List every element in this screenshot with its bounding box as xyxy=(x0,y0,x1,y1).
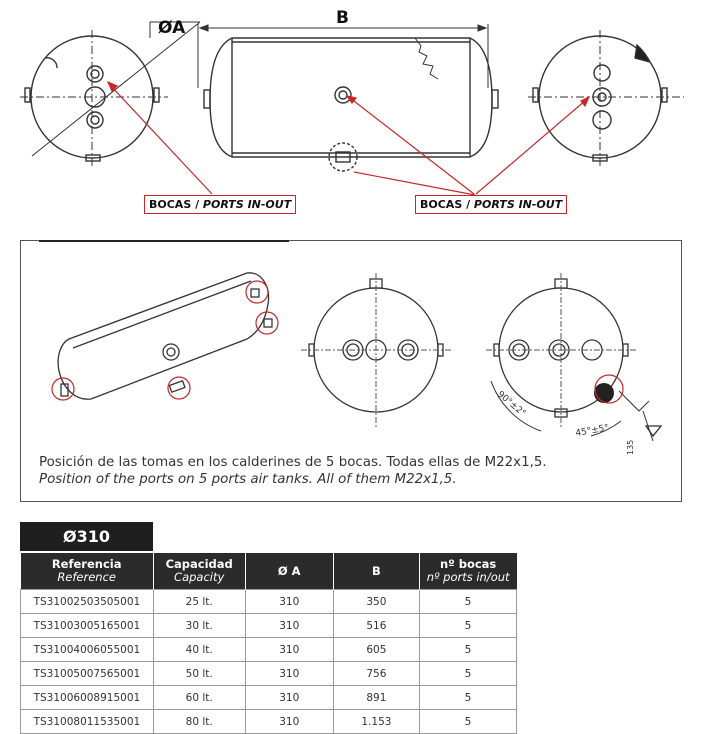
col-capacity: Capacidad Capacity xyxy=(153,553,245,590)
cell-length: 605 xyxy=(333,638,419,662)
table-row xyxy=(21,710,517,734)
col-diameter: Ø A xyxy=(245,553,333,590)
cell-ports: 5 xyxy=(419,662,516,686)
cell-diameter: 310 xyxy=(245,614,333,638)
ports-caption xyxy=(39,454,547,488)
caption-es: Posición de las tomas en los calderines de 5 bocas. Todas ellas de M22x1,5. xyxy=(39,455,547,470)
table-row xyxy=(21,590,517,614)
diameter-tab: Ø310 xyxy=(20,522,153,551)
cell-diameter: 310 xyxy=(245,662,333,686)
cell-diameter: 310 xyxy=(245,638,333,662)
cell-length: 350 xyxy=(333,590,419,614)
cell-diameter: 310 xyxy=(245,686,333,710)
cell-reference: TS31008011535001 xyxy=(21,710,154,734)
cell-length: 891 xyxy=(333,686,419,710)
left-port-top xyxy=(87,66,103,82)
tank-overview-diagram xyxy=(0,0,701,222)
cell-length: 756 xyxy=(333,662,419,686)
angle-45-label: 45°±5° xyxy=(574,423,610,439)
cell-length: 516 xyxy=(333,614,419,638)
angle-90-label: 90°±2° xyxy=(495,389,528,419)
cell-reference: TS31002503505001 xyxy=(21,590,154,614)
side-port xyxy=(335,87,351,103)
cell-capacity: 60 lt. xyxy=(153,686,245,710)
table-row xyxy=(21,638,517,662)
cell-diameter: 310 xyxy=(245,710,333,734)
cell-ports: 5 xyxy=(419,590,516,614)
caption-en: Position of the ports on 5 ports air tanks. All of them M22x1,5. xyxy=(39,472,457,487)
table-row xyxy=(21,686,517,710)
weld-mark-label: 135 xyxy=(626,439,635,455)
cell-capacity: 30 lt. xyxy=(153,614,245,638)
port-position-detail xyxy=(20,240,682,502)
spec-table xyxy=(20,553,517,734)
table-row xyxy=(21,662,517,686)
cell-ports: 5 xyxy=(419,638,516,662)
cell-capacity: 40 lt. xyxy=(153,638,245,662)
cell-diameter: 310 xyxy=(245,590,333,614)
col-reference: Referencia Reference xyxy=(21,553,154,590)
length-label: B xyxy=(336,8,349,28)
cell-capacity: 25 lt. xyxy=(153,590,245,614)
cell-reference: TS31005007565001 xyxy=(21,662,154,686)
isometric-tank xyxy=(58,273,268,399)
right-port-bottom xyxy=(593,111,611,129)
cell-ports: 5 xyxy=(419,686,516,710)
diameter-label: ØA xyxy=(158,18,186,38)
left-port-bottom xyxy=(87,112,103,128)
cell-ports: 5 xyxy=(419,710,516,734)
cell-reference: TS31004006055001 xyxy=(21,638,154,662)
cell-capacity: 50 lt. xyxy=(153,662,245,686)
cell-reference: TS31003005165001 xyxy=(21,614,154,638)
table-row xyxy=(21,614,517,638)
cell-capacity: 80 lt. xyxy=(153,710,245,734)
cell-reference: TS31006008915001 xyxy=(21,686,154,710)
col-length: B xyxy=(333,553,419,590)
ports-callout-left: BOCAS / PORTS IN-OUT xyxy=(144,195,296,214)
port-detail-diagram xyxy=(21,241,681,455)
ports-callout-right: BOCAS / PORTS IN-OUT xyxy=(415,195,567,214)
right-port-top xyxy=(594,65,610,81)
table-header-row xyxy=(21,553,517,590)
cell-length: 1.153 xyxy=(333,710,419,734)
cell-ports: 5 xyxy=(419,614,516,638)
col-ports: nº bocas nº ports in/out xyxy=(419,553,516,590)
